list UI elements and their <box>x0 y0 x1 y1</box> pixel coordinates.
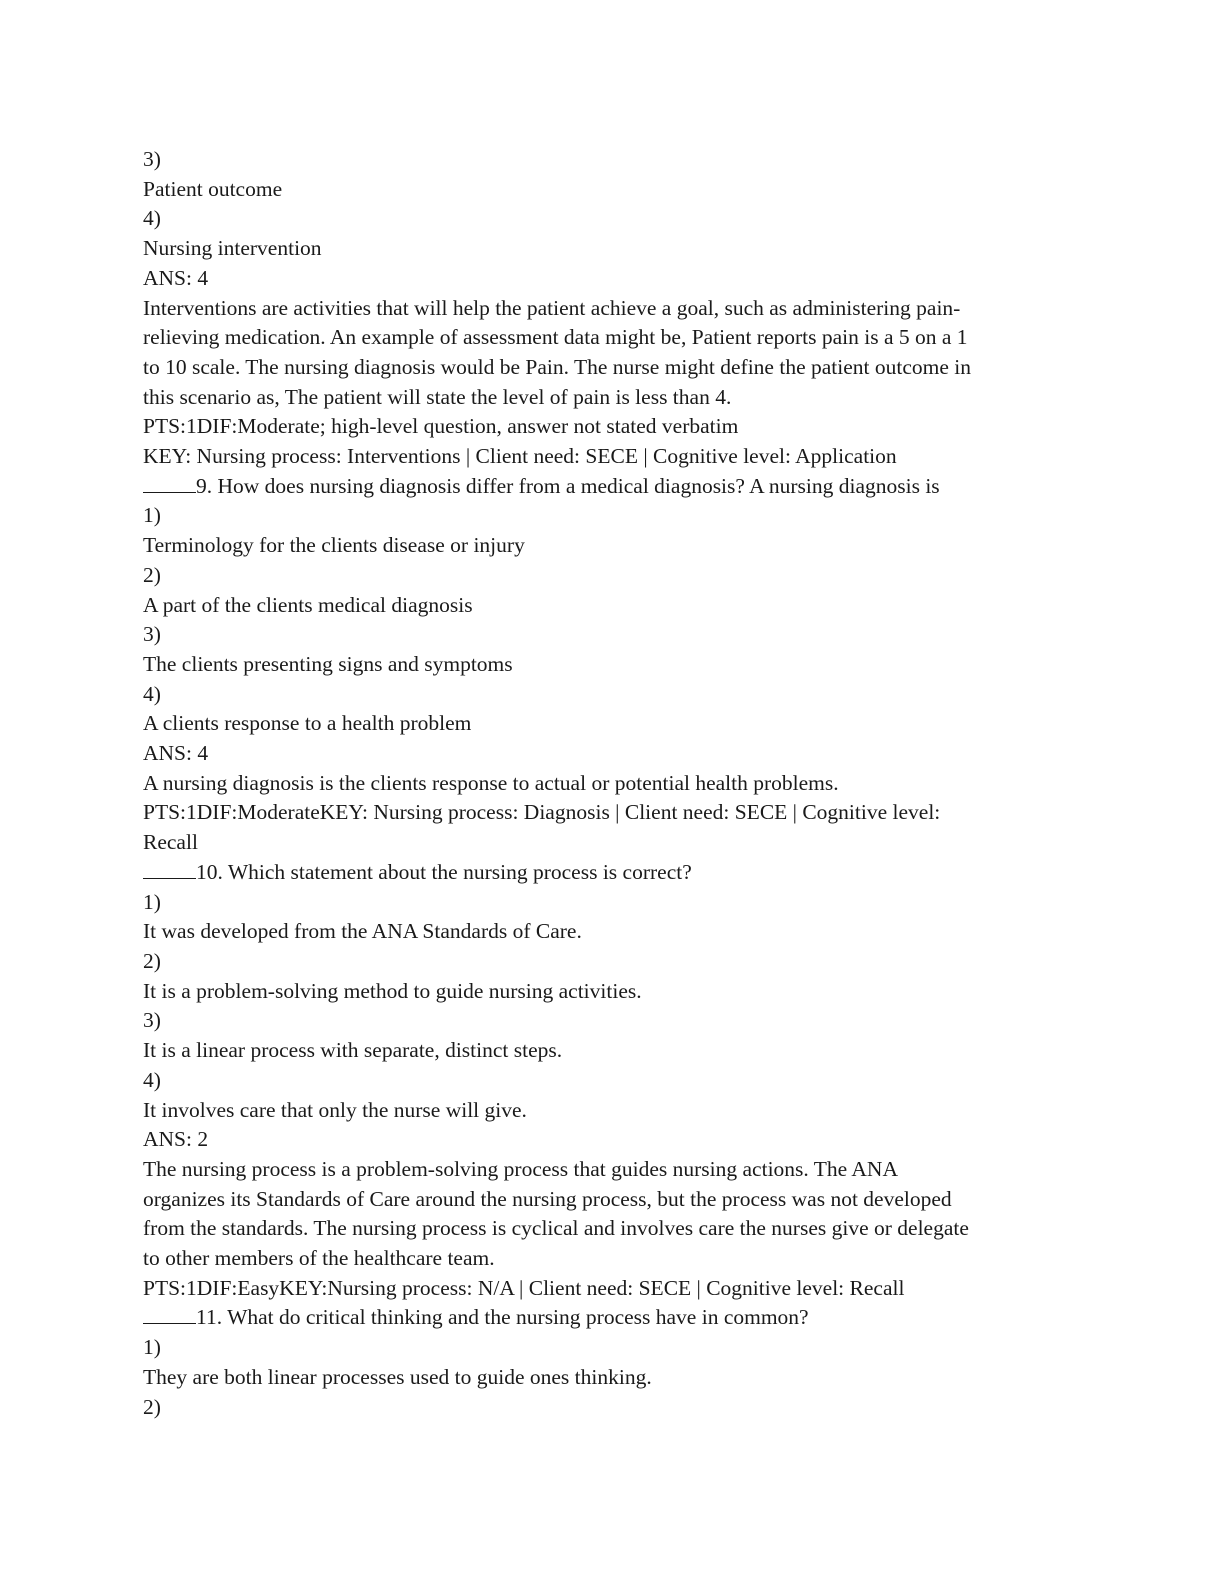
option-text: Terminology for the clients disease or injury <box>143 533 525 558</box>
option-text: Nursing intervention <box>143 236 322 261</box>
option-number: 1) <box>143 1335 161 1360</box>
option-text: It was developed from the ANA Standards of Care. <box>143 919 582 944</box>
rationale-line: Interventions are activities that will help the patient achieve a goal, such as administering pain- <box>143 295 961 320</box>
option-number: 4) <box>143 1067 161 1092</box>
rationale-line: A nursing diagnosis is the clients response to actual or potential health problems. <box>143 770 839 795</box>
points-line: PTS:1DIF:Moderate; high-level question, answer not stated verbatim <box>143 414 739 439</box>
rationale-line: organizes its Standards of Care around the nursing process, but the process was not developed <box>143 1186 952 1211</box>
question-text: 10. Which statement about the nursing process is correct? <box>196 859 692 884</box>
option-text: It is a linear process with separate, distinct steps. <box>143 1038 563 1063</box>
option-number: 1) <box>143 503 161 528</box>
rationale-line: to other members of the healthcare team. <box>143 1246 495 1271</box>
answer-blank <box>143 472 196 493</box>
question-11 <box>143 1303 1073 1333</box>
option-number: 3) <box>143 1008 161 1033</box>
key-line: KEY: Nursing process: Interventions | Client need: SECE | Cognitive level: Application <box>143 444 897 469</box>
document-body <box>143 145 1073 1422</box>
rationale-line: The nursing process is a problem-solving process that guides nursing actions. The ANA <box>143 1156 898 1181</box>
question-text: 11. What do critical thinking and the nursing process have in common? <box>196 1305 809 1330</box>
option-text: A clients response to a health problem <box>143 711 472 736</box>
option-number: 2) <box>143 1394 161 1419</box>
option-number: 4) <box>143 206 161 231</box>
rationale-line: this scenario as, The patient will state the level of pain is less than 4. <box>143 384 732 409</box>
points-key-line: Recall <box>143 830 198 855</box>
answer-blank <box>143 1303 196 1324</box>
option-text: Patient outcome <box>143 176 283 201</box>
option-text: It involves care that only the nurse will give. <box>143 1097 527 1122</box>
option-text: A part of the clients medical diagnosis <box>143 592 473 617</box>
option-number: 1) <box>143 889 161 914</box>
answer-blank <box>143 858 196 879</box>
option-number: 2) <box>143 562 161 587</box>
answer-line: ANS: 4 <box>143 265 209 290</box>
rationale-line: relieving medication. An example of assessment data might be, Patient reports pain is a 5 on a 1 <box>143 325 968 350</box>
answer-line: ANS: 4 <box>143 741 209 766</box>
points-key-line: PTS:1DIF:EasyKEY:Nursing process: N/A | Client need: SECE | Cognitive level: Recall <box>143 1275 905 1300</box>
answer-line: ANS: 2 <box>143 1127 209 1152</box>
option-number: 3) <box>143 622 161 647</box>
option-number: 2) <box>143 948 161 973</box>
question-10 <box>143 858 1073 888</box>
points-key-line: PTS:1DIF:ModerateKEY: Nursing process: Diagnosis | Client need: SECE | Cognitive level: <box>143 800 941 825</box>
rationale-line: to 10 scale. The nursing diagnosis would be Pain. The nurse might define the patient outcome in <box>143 354 971 379</box>
option-text: It is a problem-solving method to guide nursing activities. <box>143 978 642 1003</box>
rationale-line: from the standards. The nursing process is cyclical and involves care the nurses give or delegate <box>143 1216 969 1241</box>
option-number: 4) <box>143 681 161 706</box>
option-number: 3) <box>143 147 161 171</box>
question-text: 9. How does nursing diagnosis differ from a medical diagnosis? A nursing diagnosis is <box>196 473 940 498</box>
option-text: They are both linear processes used to guide ones thinking. <box>143 1364 652 1389</box>
option-text: The clients presenting signs and symptoms <box>143 651 513 676</box>
question-9 <box>143 472 1073 502</box>
